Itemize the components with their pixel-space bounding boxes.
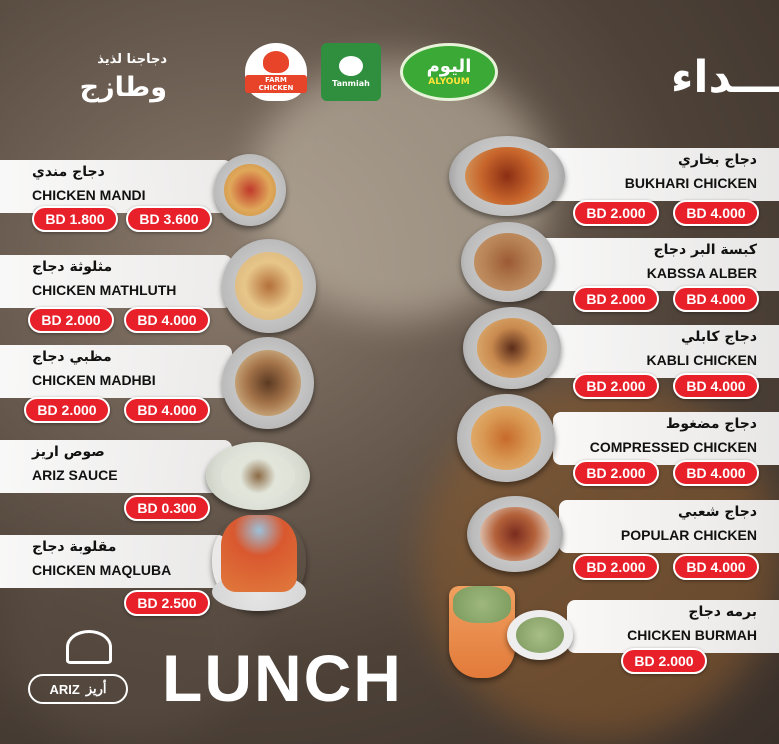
price-badge: BD 2.000 [28, 307, 114, 333]
lunch-label: LUNCH [162, 641, 403, 715]
item-name-ar: مقلوبة دجاج [32, 539, 117, 555]
price-badge: BD 2.000 [573, 554, 659, 580]
item-name-en: BUKHARI CHICKEN [624, 175, 757, 191]
dish-image [507, 610, 573, 660]
price-badge: BD 4.000 [673, 286, 759, 312]
item-name-ar: دجاج شعبي [677, 504, 757, 520]
price-badge: BD 2.000 [573, 286, 659, 312]
item-name-ar: دجاج مضغوط [665, 416, 757, 432]
price-badge: BD 2.000 [24, 397, 110, 423]
menu-item[interactable] [0, 160, 300, 230]
menu-item[interactable] [457, 412, 779, 482]
brand-ar: أريز [85, 681, 107, 696]
alyoum-logo [400, 43, 498, 101]
item-name-en: CHICKEN MADHBI [32, 372, 156, 388]
item-name-en: CHICKEN MAQLUBA [32, 562, 172, 578]
menu-item[interactable] [461, 325, 779, 395]
price-badge: BD 1.800 [32, 206, 118, 232]
menu-item[interactable] [0, 345, 320, 418]
chef-hat-icon [66, 630, 112, 664]
price-badge: BD 4.000 [124, 397, 210, 423]
price-badge: BD 2.000 [573, 373, 659, 399]
price-badge: BD 2.500 [124, 590, 210, 616]
price-badge: BD 4.000 [124, 307, 210, 333]
item-name-en: ARIZ SAUCE [32, 467, 118, 483]
section-title: ـــداء [670, 52, 779, 103]
dish-image [457, 394, 555, 482]
tagline-line1: دجاجنا لذيذ [97, 52, 167, 67]
item-name-en: CHICKEN MANDI [32, 187, 146, 203]
item-name-en: COMPRESSED CHICKEN [589, 439, 757, 455]
item-name-en: CHICKEN MATHLUTH [32, 282, 177, 298]
price-badge: BD 4.000 [673, 554, 759, 580]
dish-image [212, 515, 306, 611]
alyoum-logo-ar: اليوم [426, 56, 472, 77]
menu-item[interactable] [0, 535, 320, 611]
dish-image [449, 136, 565, 216]
item-name-ar: دجاج كابلي [680, 329, 757, 345]
item-name-ar: كبسة البر دجاج [653, 242, 757, 258]
price-badge: BD 4.000 [673, 200, 759, 226]
price-badge: BD 2.000 [621, 648, 707, 674]
farm-chicken-logo [245, 43, 307, 101]
menu-item[interactable] [449, 148, 779, 221]
dish-image [222, 337, 314, 429]
menu-item[interactable] [461, 238, 779, 308]
price-badge: BD 3.600 [126, 206, 212, 232]
dish-image [206, 442, 310, 510]
dish-image [467, 496, 563, 572]
dish-image [463, 307, 561, 389]
ariz-logo-badge [28, 674, 128, 704]
price-badge: BD 4.000 [673, 373, 759, 399]
tanmiah-logo [321, 43, 381, 101]
item-name-ar: برمه دجاج [688, 604, 757, 620]
dish-image [461, 222, 555, 302]
item-name-ar: دجاج بخاري [678, 152, 757, 168]
tanmiah-logo-text: Tanmiah [332, 79, 370, 88]
item-name-ar: مظبي دجاج [32, 349, 112, 365]
menu-item[interactable] [449, 600, 779, 670]
farm-chicken-logo-text: FARM CHICKEN [245, 75, 307, 93]
price-badge: BD 4.000 [673, 460, 759, 486]
item-name-en: CHICKEN BURMAH [627, 627, 757, 643]
item-name-en: KABLI CHICKEN [646, 352, 757, 368]
menu-item[interactable] [0, 255, 320, 328]
menu-item[interactable] [0, 440, 320, 516]
menu-item[interactable] [467, 500, 779, 575]
price-badge: BD 2.000 [573, 200, 659, 226]
price-badge: BD 0.300 [124, 495, 210, 521]
ariz-logo [28, 628, 128, 728]
tagline-line2: وطازج [79, 72, 167, 103]
item-name-en: KABSSA ALBER [646, 265, 757, 281]
item-name-ar: مثلوثة دجاج [32, 259, 113, 275]
dish-image [449, 586, 515, 678]
item-name-ar: دجاج مندي [32, 164, 105, 180]
dish-image [214, 154, 286, 226]
brand-en: ARIZ [49, 681, 80, 697]
rooster-icon [339, 56, 363, 76]
dish-image [222, 239, 316, 333]
item-name-ar: صوص اريز [32, 444, 105, 460]
price-badge: BD 2.000 [573, 460, 659, 486]
alyoum-logo-en: ALYOUM [428, 77, 470, 87]
chicken-icon [263, 51, 289, 73]
item-name-en: POPULAR CHICKEN [620, 527, 757, 543]
